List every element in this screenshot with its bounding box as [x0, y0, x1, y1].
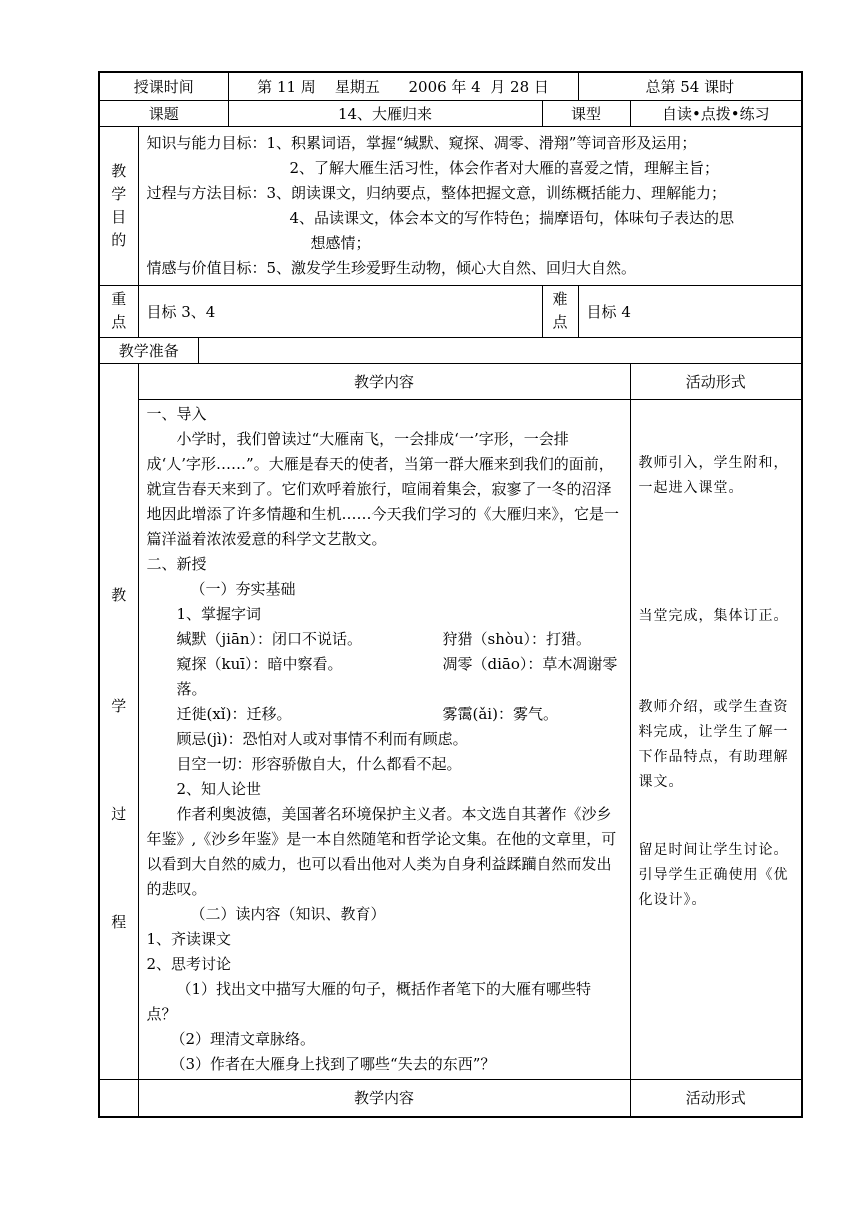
topic-value: 14、大雁归来 [228, 100, 542, 126]
objectives-row [99, 126, 802, 285]
teaching-content [138, 399, 630, 1079]
key-points-value: 目标 3、4 [138, 285, 542, 337]
objective-line: 4、品读课文，体会本文的写作特色；揣摩语句，体味句子表达的思 [289, 208, 735, 227]
word-row: 迁徙(xǐ)：迁移。 雾霭(ǎi)：雾气。 [176, 704, 558, 723]
activity-column [630, 399, 802, 1079]
activity-note: 教师引入，学生附和，一起进入课堂。 [638, 454, 789, 496]
process-header-row [99, 363, 802, 399]
total-lessons: 总第 54 课时 [578, 72, 802, 100]
question: （3）作者在大雁身上找到了哪些“失去的东西”？ [170, 1054, 496, 1073]
item-title: 1、齐读课文 [146, 929, 232, 948]
activity-header: 活动形式 [630, 363, 802, 399]
author-paragraph: 作者利奥波德，美国著名环境保护主义者。本文选自其著作《沙乡年鉴》,《沙乡年鉴》是一本自然随笔和哲学论文集。在他的文章里，可以看到大自然的威力，也可以看出他对人类为自身利益蹂躏自然而发出的悲叹。 [146, 804, 617, 898]
time-label: 授课时间 [99, 72, 228, 100]
topic-label: 课题 [99, 100, 228, 126]
item-title: 2、思考讨论 [146, 954, 232, 973]
activity-note: 教师介绍，或学生查资料完成，让学生了解一下作品特点，有助理解课文。 [638, 698, 789, 790]
objectives-content [138, 126, 802, 285]
activity-note: 当堂完成，集体订正。 [638, 607, 789, 624]
objective-line: 知识与能力目标：1、积累词语，掌握“缄默、窥探、凋零、滑翔”等词音形及运用； [146, 133, 697, 152]
word-row: 窥探（kuī）：暗中察看。 凋零（diāo）：草木凋谢零落。 [176, 654, 618, 698]
process-label: 教 学 过 程 [99, 363, 138, 1079]
objectives-label: 教 学 目 的 [99, 126, 138, 285]
objective-line: 想感情； [310, 233, 371, 252]
content-header: 教学内容 [138, 363, 630, 399]
item-title: 1、掌握字词 [176, 604, 262, 623]
prep-label: 教学准备 [99, 337, 198, 363]
difficult-points-value: 目标 4 [578, 285, 802, 337]
question: （1）找出文中描写大雁的句子，概括作者笔下的大雁有哪些特点？ [146, 979, 592, 1023]
footer-activity-header: 活动形式 [630, 1079, 802, 1117]
prep-row [99, 337, 802, 363]
subsection-title: （一）夯实基础 [190, 579, 296, 598]
time-row [99, 72, 802, 100]
objective-line: 情感与价值目标：5、激发学生珍爱野生动物，倾心大自然、回归大自然。 [146, 258, 637, 277]
word-row: 顾忌(jì)：恐怕对人或对事情不利而有顾虑。 [176, 729, 468, 748]
subsection-title: （二）读内容（知识、教育） [190, 904, 386, 923]
word-row: 缄默（jiān）：闭口不说话。 狩猎（shòu）：打猎。 [176, 629, 592, 648]
section-title: 二、新授 [146, 554, 207, 573]
intro-paragraph: 小学时，我们曾读过“大雁南飞，一会排成‘一’字形，一会排成‘人’字形……”。大雁是春天的使者，当第一群大雁来到我们的面前，就宣告春天来到了。它们欢呼着旅行，喧闹着集会，寂寥了一冬的沼泽地因此增添了许多情趣和生机……今天我们学习的《大雁归来》，它是一篇洋溢着浓浓爱意的科学文艺散文。 [146, 429, 620, 548]
footer-content-header: 教学内容 [138, 1079, 630, 1117]
lesson-plan [98, 71, 801, 1118]
footer-label-cell [99, 1079, 138, 1117]
topic-row [99, 100, 802, 126]
objective-line: 过程与方法目标：3、朗读课文，归纳要点，整体把握文意，训练概括能力、理解能力； [146, 183, 727, 202]
difficult-points-label: 难 点 [542, 285, 578, 337]
item-title: 2、知人论世 [176, 779, 262, 798]
activity-note: 留足时间让学生讨论。引导学生正确使用《优化设计》。 [638, 841, 789, 908]
key-points-row [99, 285, 802, 337]
footer-header-row [99, 1079, 802, 1117]
question: （2）理清文章脉络。 [170, 1029, 316, 1048]
key-points-label: 重 点 [99, 285, 138, 337]
objective-line: 2、了解大雁生活习性，体会作者对大雁的喜爱之情，理解主旨； [289, 158, 720, 177]
lesson-plan-table [98, 71, 803, 1118]
section-title: 一、导入 [146, 404, 207, 423]
time-value: 第 11 周 星期五 2006 年 4 月 28 日 [228, 72, 578, 100]
type-label: 课型 [542, 100, 630, 126]
word-row: 目空一切：形容骄傲自大，什么都看不起。 [176, 754, 462, 773]
process-content-row [99, 399, 802, 1079]
type-value: 自读•点拨•练习 [630, 100, 802, 126]
prep-value [198, 337, 802, 363]
